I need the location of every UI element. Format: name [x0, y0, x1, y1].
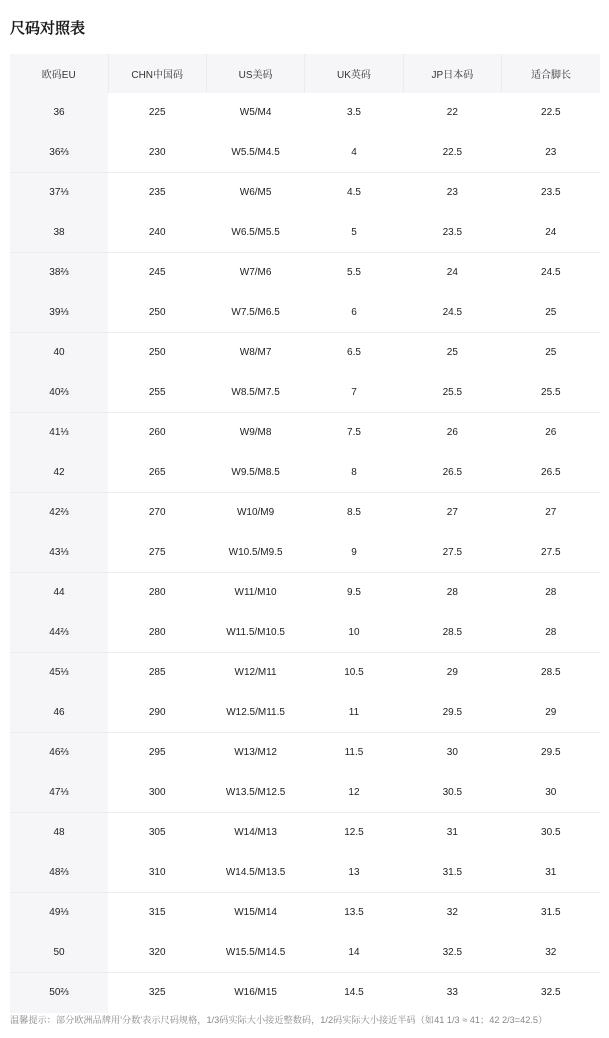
cell-jp-size: 23 [403, 173, 501, 213]
cell-foot-length: 32.5 [502, 973, 600, 1013]
cell-uk-size: 13 [348, 866, 360, 878]
cell-chn-size: 250 [108, 333, 206, 373]
cell-foot-length: 23 [545, 146, 557, 158]
cell-us-size: W11/M10 [206, 573, 304, 613]
table-row [10, 453, 600, 493]
cell-eu-size: 40⅔ [10, 373, 108, 413]
cell-eu-size: 38 [10, 213, 108, 253]
cell-foot-length: 29.5 [502, 733, 600, 773]
cell-foot-length: 30.5 [502, 813, 600, 853]
cell-uk-size: 8.5 [305, 493, 403, 533]
cell-chn-size: 225 [148, 107, 166, 119]
cell-uk-size: 11 [348, 706, 360, 718]
cell-eu-size: 44 [10, 573, 108, 613]
cell-eu-size: 49⅓ [10, 893, 108, 933]
cell-eu-size: 50⅔ [10, 973, 108, 1013]
cell-eu-size: 42 [10, 453, 108, 493]
cell-eu-size: 39⅓ [10, 293, 108, 333]
cell-jp-size: 28 [403, 573, 501, 613]
page-title: 尺码对照表 [10, 20, 86, 37]
cell-us-size: W5.5/M4.5 [231, 146, 280, 158]
cell-uk-size: 14.5 [305, 973, 403, 1013]
cell-eu-size: 48⅔ [10, 853, 108, 893]
cell-eu-size: 46⅔ [10, 733, 108, 773]
cell-foot-length: 26.5 [541, 466, 561, 478]
cell-us-size: W6.5/M5.5 [231, 226, 280, 238]
cell-uk-size: 12.5 [305, 813, 403, 853]
cell-uk-size: 11.5 [305, 733, 403, 773]
cell-foot-length: 22.5 [541, 107, 561, 119]
table-row [10, 893, 600, 933]
cell-jp-size: 29.5 [442, 706, 463, 718]
cell-foot-length: 28.5 [502, 653, 600, 693]
table-row [10, 373, 600, 413]
cell-uk-size: 12 [348, 786, 360, 798]
cell-chn-size: 315 [108, 893, 206, 933]
cell-us-size: W11.5/M10.5 [226, 626, 285, 638]
table-row [10, 973, 600, 1013]
cell-chn-size: 285 [108, 653, 206, 693]
cell-chn-size: 290 [148, 706, 166, 718]
cell-foot-length: 23.5 [502, 173, 600, 213]
cell-uk-size: 5.5 [305, 253, 403, 293]
cell-eu-size: 50 [10, 933, 108, 973]
cell-jp-size: 24.5 [442, 306, 463, 318]
cell-jp-size: 31 [403, 813, 501, 853]
cell-uk-size: 14 [348, 946, 360, 958]
cell-jp-size: 27 [403, 493, 501, 533]
cell-foot-length: 28 [502, 573, 600, 613]
table-row [10, 253, 600, 293]
cell-uk-size: 4 [351, 146, 357, 158]
cell-us-size: W9.5/M8.5 [231, 466, 280, 478]
cell-chn-size: 295 [108, 733, 206, 773]
cell-us-size: W12.5/M11.5 [226, 706, 285, 718]
header-foot-length: 适合脚长 [502, 54, 600, 93]
cell-eu-size: 38⅔ [10, 253, 108, 293]
cell-us-size: W12/M11 [206, 653, 304, 693]
cell-jp-size: 22.5 [442, 146, 463, 158]
cell-chn-size: 235 [108, 173, 206, 213]
table-row [10, 173, 600, 213]
cell-foot-length: 24 [545, 226, 557, 238]
cell-us-size: W16/M15 [206, 973, 304, 1013]
size-rows [10, 93, 600, 1013]
cell-jp-size: 30 [403, 733, 501, 773]
cell-jp-size: 26.5 [442, 466, 463, 478]
cell-chn-size: 265 [148, 466, 166, 478]
cell-us-size: W8.5/M7.5 [231, 386, 280, 398]
cell-uk-size: 6.5 [305, 333, 403, 373]
table-row [10, 293, 600, 333]
table-row [10, 813, 600, 853]
cell-chn-size: 325 [108, 973, 206, 1013]
cell-uk-size: 7.5 [305, 413, 403, 453]
cell-eu-size: 37⅓ [10, 173, 108, 213]
table-header-row [10, 54, 600, 93]
table-row [10, 613, 600, 653]
cell-chn-size: 275 [148, 546, 166, 558]
cell-us-size: W6/M5 [206, 173, 304, 213]
cell-chn-size: 270 [108, 493, 206, 533]
cell-uk-size: 5 [351, 226, 357, 238]
table-row [10, 413, 600, 453]
cell-us-size: W13/M12 [206, 733, 304, 773]
table-row [10, 133, 600, 173]
cell-jp-size: 28.5 [442, 626, 463, 638]
cell-jp-size: 24 [403, 253, 501, 293]
cell-foot-length: 32 [545, 946, 557, 958]
cell-foot-length: 26 [502, 413, 600, 453]
table-row [10, 773, 600, 813]
cell-jp-size: 32.5 [442, 946, 463, 958]
cell-uk-size: 9.5 [305, 573, 403, 613]
cell-jp-size: 32 [403, 893, 501, 933]
header-us: US美码 [206, 54, 304, 93]
cell-jp-size: 29 [403, 653, 501, 693]
table-row [10, 573, 600, 613]
table-row [10, 213, 600, 253]
cell-jp-size: 27.5 [442, 546, 463, 558]
cell-us-size: W14.5/M13.5 [225, 866, 286, 878]
cell-chn-size: 280 [108, 573, 206, 613]
cell-us-size: W7/M6 [206, 253, 304, 293]
cell-chn-size: 255 [148, 386, 166, 398]
cell-uk-size: 10.5 [305, 653, 403, 693]
table-row [10, 853, 600, 893]
cell-chn-size: 305 [108, 813, 206, 853]
header-chn: CHN中国码 [108, 54, 206, 93]
table-row [10, 493, 600, 533]
cell-us-size: W10.5/M9.5 [228, 546, 283, 558]
cell-uk-size: 6 [351, 306, 357, 318]
cell-foot-length: 29 [545, 706, 557, 718]
cell-eu-size: 46 [10, 693, 108, 733]
cell-eu-size: 47⅓ [10, 773, 108, 813]
cell-jp-size: 25 [403, 333, 501, 373]
cell-jp-size: 22 [446, 107, 458, 119]
header-eu: 欧码EU [10, 54, 108, 93]
cell-jp-size: 25.5 [442, 386, 463, 398]
table-row [10, 693, 600, 733]
cell-eu-size: 36 [10, 93, 108, 133]
cell-foot-length: 30 [545, 786, 557, 798]
cell-uk-size: 9 [351, 546, 357, 558]
cell-us-size: W5/M4 [239, 107, 272, 119]
cell-foot-length: 25.5 [541, 386, 561, 398]
cell-eu-size: 36⅔ [10, 133, 108, 173]
cell-chn-size: 250 [148, 306, 166, 318]
cell-us-size: W9/M8 [206, 413, 304, 453]
cell-chn-size: 260 [108, 413, 206, 453]
cell-uk-size: 3.5 [347, 107, 361, 119]
header-uk: UK英码 [305, 54, 403, 93]
cell-uk-size: 4.5 [305, 173, 403, 213]
cell-foot-length: 27.5 [541, 546, 561, 558]
cell-chn-size: 280 [148, 626, 166, 638]
cell-foot-length: 25 [545, 306, 557, 318]
footnote: 温馨提示：部分欧洲品牌用'分数'表示尺码规格，1/3码实际大小接近整数码，1/2码实际大小接近半码（如41 1/3 ≈ 41；42 2/3=42.5） [10, 1015, 548, 1025]
cell-eu-size: 44⅔ [10, 613, 108, 653]
cell-chn-size: 310 [148, 866, 166, 878]
cell-us-size: W13.5/M12.5 [225, 786, 286, 798]
cell-us-size: W15.5/M14.5 [225, 946, 286, 958]
header-jp: JP日本码 [403, 54, 501, 93]
cell-foot-length: 31.5 [502, 893, 600, 933]
cell-foot-length: 31 [545, 866, 557, 878]
table-row [10, 93, 600, 133]
cell-us-size: W8/M7 [206, 333, 304, 373]
cell-us-size: W7.5/M6.5 [231, 306, 280, 318]
table-row [10, 733, 600, 773]
cell-eu-size: 45⅓ [10, 653, 108, 693]
cell-uk-size: 8 [351, 466, 357, 478]
cell-chn-size: 230 [148, 146, 166, 158]
cell-jp-size: 26 [403, 413, 501, 453]
table-row [10, 653, 600, 693]
table-row [10, 533, 600, 573]
cell-chn-size: 320 [148, 946, 166, 958]
cell-jp-size: 33 [403, 973, 501, 1013]
cell-foot-length: 28 [545, 626, 557, 638]
cell-eu-size: 42⅔ [10, 493, 108, 533]
cell-foot-length: 24.5 [502, 253, 600, 293]
cell-jp-size: 30.5 [442, 786, 463, 798]
cell-eu-size: 48 [10, 813, 108, 853]
cell-eu-size: 43⅓ [10, 533, 108, 573]
cell-uk-size: 10 [348, 626, 360, 638]
cell-us-size: W15/M14 [206, 893, 304, 933]
cell-foot-length: 25 [502, 333, 600, 373]
cell-chn-size: 240 [148, 226, 166, 238]
cell-eu-size: 40 [10, 333, 108, 373]
cell-uk-size: 7 [351, 386, 357, 398]
cell-eu-size: 41⅓ [10, 413, 108, 453]
table-row [10, 933, 600, 973]
cell-chn-size: 245 [108, 253, 206, 293]
size-chart-table [10, 54, 600, 1013]
cell-jp-size: 23.5 [442, 226, 463, 238]
cell-uk-size: 13.5 [305, 893, 403, 933]
cell-us-size: W14/M13 [206, 813, 304, 853]
cell-chn-size: 300 [148, 786, 166, 798]
cell-us-size: W10/M9 [206, 493, 304, 533]
cell-jp-size: 31.5 [442, 866, 463, 878]
cell-foot-length: 27 [502, 493, 600, 533]
table-row [10, 333, 600, 373]
